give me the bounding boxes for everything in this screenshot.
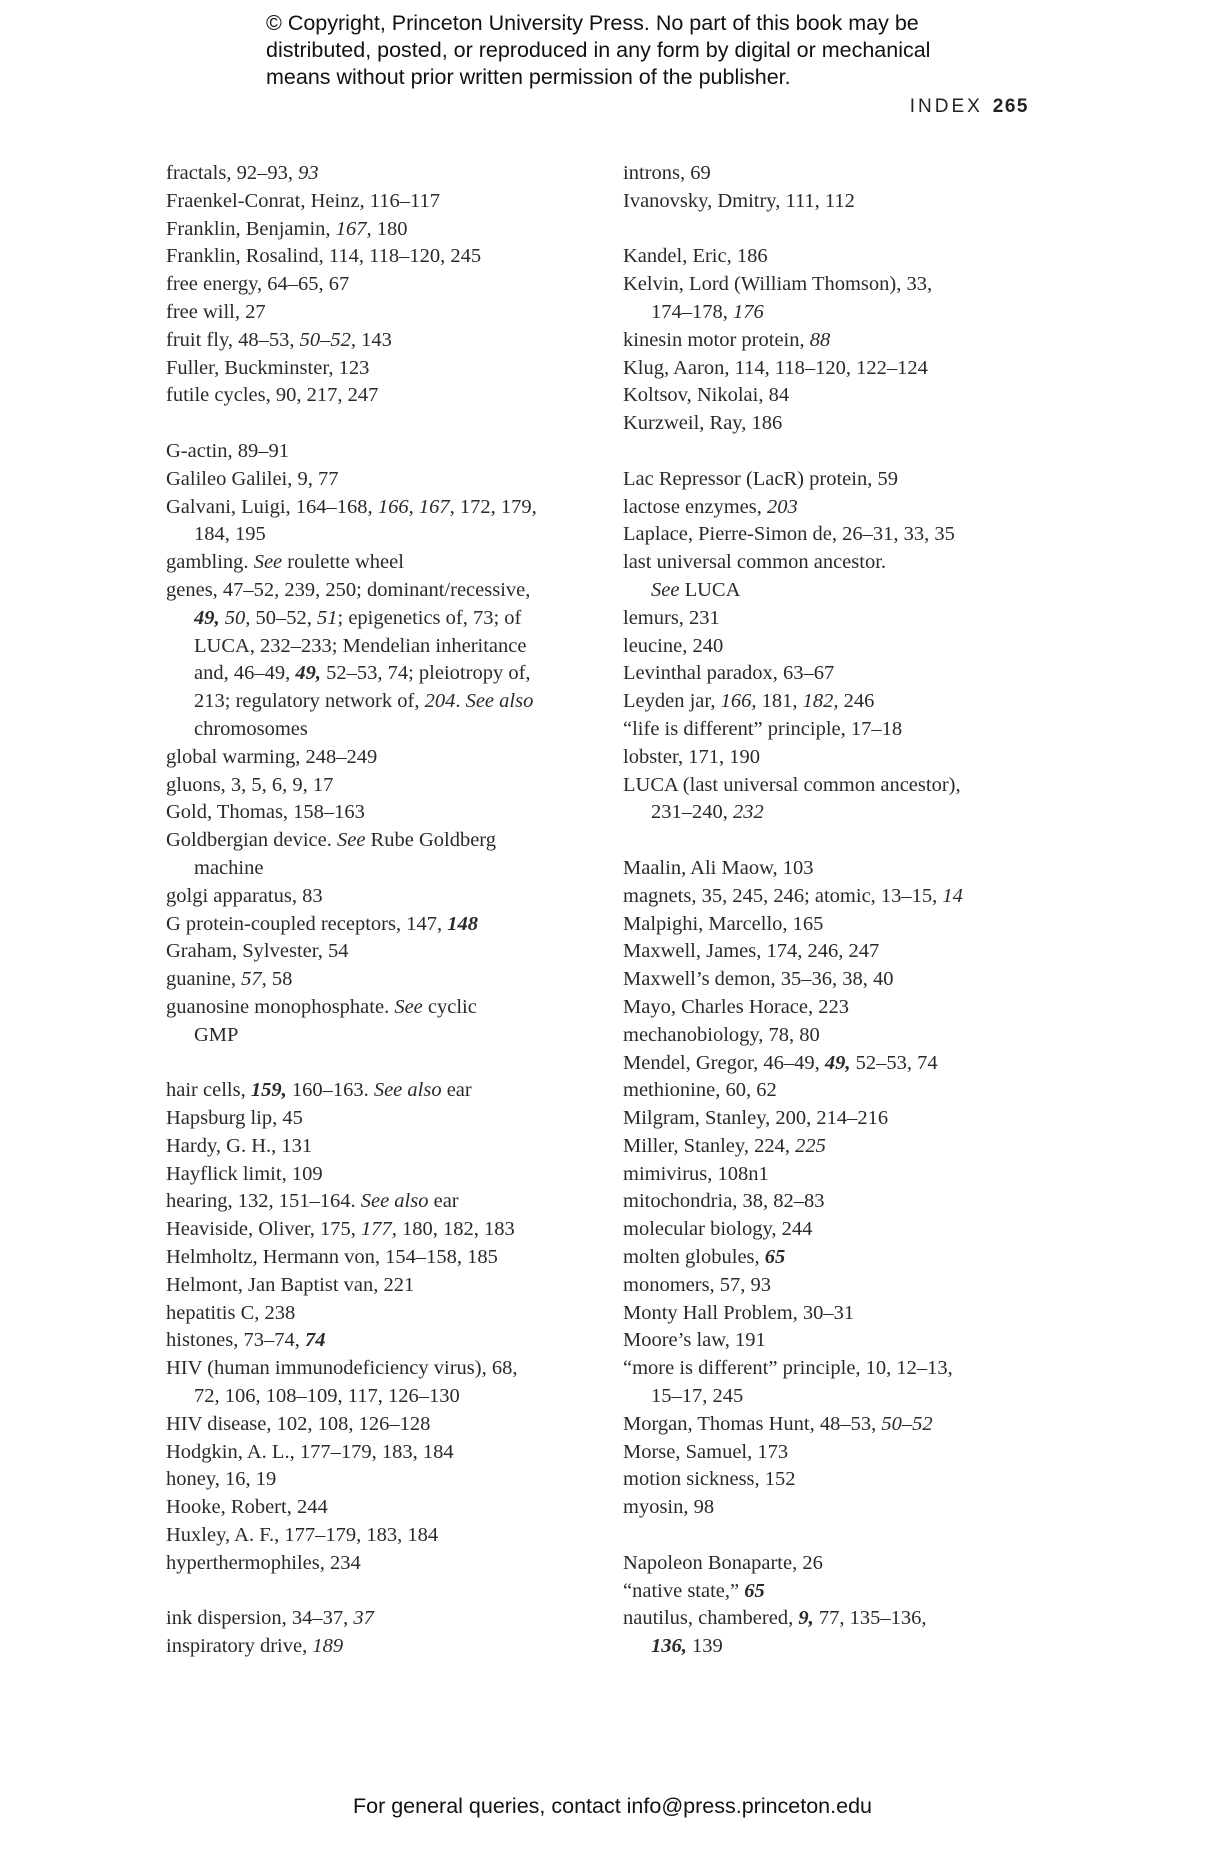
entry-group-gap <box>623 216 1043 244</box>
index-entry <box>166 1216 586 1244</box>
entry-text: golgi apparatus, 83 <box>166 884 323 907</box>
index-entry <box>623 994 1043 1022</box>
entry-text: 181, <box>756 690 803 713</box>
entry-group-gap <box>166 1050 586 1078</box>
entry-text: 49, <box>295 662 321 685</box>
index-entry <box>623 605 1043 633</box>
entry-text: Levinthal paradox, 63–67 <box>623 662 835 685</box>
index-entry <box>166 243 586 271</box>
entry-text: cyclic <box>422 995 477 1018</box>
entry-text: ink dispersion, 34–37, <box>166 1607 354 1630</box>
entry-text: 231–240, <box>651 801 733 824</box>
index-entry <box>166 1077 586 1105</box>
index-entry <box>623 883 1043 911</box>
index-entry <box>166 1633 586 1661</box>
entry-text: guanine, <box>166 968 242 991</box>
index-entry <box>623 1133 1043 1161</box>
footer-text: For general queries, contact info@press.princeton.edu <box>352 1794 872 1818</box>
entry-group-gap <box>623 827 1043 855</box>
index-entry <box>623 1161 1043 1189</box>
index-entry <box>166 299 586 327</box>
entry-text: 72, 106, 108–109, 117, 126–130 <box>194 1385 460 1408</box>
index-entry <box>166 883 586 911</box>
index-entry <box>623 633 1043 661</box>
entry-text: histones, 73–74, <box>166 1329 305 1352</box>
entry-text: Malpighi, Marcello, 165 <box>623 912 824 935</box>
copyright-line: © Copyright, Princeton University Press. No part of this book may be <box>266 11 919 35</box>
entry-text: 14 <box>942 884 963 907</box>
section-title: INDEX <box>909 96 983 117</box>
entry-text: Kurzweil, Ray, 186 <box>623 412 783 435</box>
index-entry <box>166 827 586 855</box>
index-entry <box>623 688 1043 716</box>
entry-text: 176 <box>733 300 764 323</box>
entry-text: 52–53, 74; pleiotropy of, <box>320 662 531 685</box>
index-entry <box>623 1578 1043 1606</box>
index-entry <box>623 466 1043 494</box>
entry-text: Klug, Aaron, 114, 118–120, 122–124 <box>623 356 928 379</box>
entry-text: 50–52, <box>250 606 317 629</box>
entry-text: 166, <box>720 690 757 713</box>
index-entry <box>166 271 586 299</box>
entry-text: fractals, 92–93, <box>166 162 299 184</box>
entry-text: 167, <box>335 217 372 240</box>
index-entry <box>623 660 1043 688</box>
entry-text: chromosomes <box>194 717 308 740</box>
index-entry <box>623 744 1043 772</box>
entry-text: Moore’s law, 191 <box>623 1329 766 1352</box>
entry-text: magnets, 35, 245, 246; atomic, 13–15, <box>623 884 943 907</box>
entry-text: GMP <box>194 1023 239 1046</box>
entry-text: lobster, 171, 190 <box>623 745 760 768</box>
index-entry <box>166 1105 586 1133</box>
entry-text: 203 <box>767 495 798 518</box>
index-entry-continuation <box>623 799 1043 827</box>
entry-text: Laplace, Pierre-Simon de, 26–31, 33, 35 <box>623 523 955 546</box>
entry-text: free will, 27 <box>166 300 266 323</box>
entry-text: Graham, Sylvester, 54 <box>166 940 349 963</box>
entry-text: 166, 167, <box>377 495 455 518</box>
index-entry <box>623 1050 1043 1078</box>
entry-text: Lac Repressor (LacR) protein, 59 <box>623 467 898 490</box>
entry-text: G-actin, 89–91 <box>166 439 289 462</box>
entry-text: Mendel, Gregor, 46–49, <box>623 1051 825 1074</box>
index-entry <box>623 1188 1043 1216</box>
index-entry <box>166 438 586 466</box>
index-entry <box>623 355 1043 383</box>
entry-text: last universal common ancestor. <box>623 551 887 574</box>
entry-text: 180 <box>371 217 408 240</box>
entry-text: Ivanovsky, Dmitry, 111, 112 <box>623 189 855 212</box>
index-entry <box>166 1466 586 1494</box>
index-entry <box>166 1188 586 1216</box>
index-entry <box>166 1439 586 1467</box>
entry-text: LUCA <box>679 578 741 601</box>
entry-text: See also <box>360 1190 429 1213</box>
entry-text: 50–52, <box>299 328 356 351</box>
entry-text: kinesin motor protein, <box>623 328 810 351</box>
index-entry <box>623 188 1043 216</box>
entry-text: 225 <box>795 1134 826 1157</box>
entry-text: LUCA (last universal common ancestor), <box>623 773 961 796</box>
index-entry <box>623 1300 1043 1328</box>
index-entry <box>166 549 586 577</box>
index-entry <box>623 271 1043 299</box>
entry-text: 57, <box>241 968 267 991</box>
entry-text: 172, 179, <box>454 495 537 518</box>
entry-text: Helmont, Jan Baptist van, 221 <box>166 1273 415 1296</box>
index-entry-continuation <box>623 299 1043 327</box>
entry-text: 232 <box>733 801 764 824</box>
entry-text: honey, 16, 19 <box>166 1468 277 1491</box>
index-entry <box>623 1439 1043 1467</box>
index-entry <box>166 188 586 216</box>
entry-text: 159, <box>250 1079 287 1102</box>
entry-text: Hardy, G. H., 131 <box>166 1134 313 1157</box>
entry-text: Miller, Stanley, 224, <box>623 1134 796 1157</box>
running-head <box>910 96 1029 118</box>
entry-text: hearing, 132, 151–164. <box>166 1190 361 1213</box>
entry-text: mimivirus, 108n1 <box>623 1162 769 1185</box>
entry-text: molecular biology, 244 <box>623 1218 813 1241</box>
index-entry <box>166 1411 586 1439</box>
index-column-right <box>623 160 1043 1661</box>
entry-text: Mayo, Charles Horace, 223 <box>623 995 850 1018</box>
entry-text: Galileo Galilei, 9, 77 <box>166 467 339 490</box>
index-entry <box>166 355 586 383</box>
index-entry-continuation <box>166 660 586 688</box>
entry-text: Milgram, Stanley, 200, 214–216 <box>623 1107 889 1130</box>
entry-text: lemurs, 231 <box>623 606 720 629</box>
entry-text: 37 <box>353 1607 374 1630</box>
entry-text: inspiratory drive, <box>166 1635 313 1658</box>
index-entry <box>623 938 1043 966</box>
entry-text: hyperthermophiles, 234 <box>166 1551 361 1574</box>
entry-text: Hodgkin, A. L., 177–179, 183, 184 <box>166 1440 454 1463</box>
copyright-line: distributed, posted, or reproduced in any form by digital or mechanical <box>266 38 931 62</box>
index-entry <box>166 911 586 939</box>
index-entry <box>623 1355 1043 1383</box>
index-entry <box>623 1466 1043 1494</box>
entry-text: 246 <box>838 690 875 713</box>
index-entry <box>166 994 586 1022</box>
index-entry <box>623 966 1043 994</box>
index-entry <box>166 1327 586 1355</box>
index-entry <box>623 243 1043 271</box>
entry-text: global warming, 248–249 <box>166 745 378 768</box>
entry-text: Huxley, A. F., 177–179, 183, 184 <box>166 1524 439 1547</box>
index-entry <box>623 716 1043 744</box>
entry-text: and, 46–49, <box>194 662 296 685</box>
entry-text: . <box>455 690 466 713</box>
index-entry-continuation <box>166 1383 586 1411</box>
entry-text: 148 <box>447 912 478 935</box>
entry-text: guanosine monophosphate. <box>166 995 395 1018</box>
entry-text: Monty Hall Problem, 30–31 <box>623 1301 855 1324</box>
index-entry <box>623 160 1043 188</box>
entry-text: Morgan, Thomas Hunt, 48–53, <box>623 1412 882 1435</box>
index-entry <box>623 1494 1043 1522</box>
entry-text: motion sickness, 152 <box>623 1468 796 1491</box>
index-entry-continuation <box>166 633 586 661</box>
index-entry <box>166 1550 586 1578</box>
entry-text: genes, 47–52, 239, 250; dominant/recessive, <box>166 578 531 601</box>
entry-text: Helmholtz, Hermann von, 154–158, 185 <box>166 1246 498 1269</box>
entry-text: “more is different” principle, 10, 12–13, <box>623 1357 953 1380</box>
index-entry <box>623 1605 1043 1633</box>
index-entry <box>166 1133 586 1161</box>
entry-text: See <box>394 995 423 1018</box>
index-entry <box>623 549 1043 577</box>
entry-text: roulette wheel <box>282 551 404 574</box>
entry-text: lactose enzymes, <box>623 495 768 518</box>
index-entry-continuation <box>623 577 1043 605</box>
index-entry <box>623 410 1043 438</box>
entry-text: 182, <box>802 690 839 713</box>
entry-group-gap <box>166 410 586 438</box>
index-entry <box>623 1022 1043 1050</box>
entry-text: 93 <box>298 162 319 184</box>
entry-text: Fraenkel-Conrat, Heinz, 116–117 <box>166 189 441 212</box>
entry-text: 65 <box>744 1579 765 1602</box>
entry-text: 177, <box>361 1218 397 1241</box>
index-entry-continuation <box>166 716 586 744</box>
index-entry <box>166 1355 586 1383</box>
index-entry <box>166 1161 586 1189</box>
entry-text: Napoleon Bonaparte, 26 <box>623 1551 823 1574</box>
entry-text: gambling. <box>166 551 254 574</box>
entry-text: hepatitis C, 238 <box>166 1301 296 1324</box>
entry-text: 65 <box>764 1246 786 1269</box>
entry-text: 143 <box>356 328 392 351</box>
entry-text: 51 <box>317 606 338 629</box>
entry-text: Morse, Samuel, 173 <box>623 1440 789 1463</box>
index-entry <box>623 772 1043 800</box>
entry-text: 160–163. <box>286 1079 374 1102</box>
entry-text: 50, <box>224 606 251 629</box>
entry-text: See <box>253 551 283 574</box>
index-entry <box>623 1105 1043 1133</box>
index-entry <box>166 160 586 188</box>
entry-text: 174–178, <box>651 300 733 323</box>
index-entry <box>166 216 586 244</box>
entry-text: 139 <box>686 1635 723 1658</box>
entry-text: ear <box>441 1079 472 1102</box>
entry-text: See <box>651 578 680 601</box>
entry-text: 74 <box>304 1329 326 1352</box>
entry-text: mechanobiology, 78, 80 <box>623 1023 820 1046</box>
entry-text: Kandel, Eric, 186 <box>623 245 768 268</box>
entry-text: machine <box>194 856 264 879</box>
entry-text: Leyden jar, <box>623 690 721 713</box>
index-entry <box>623 1411 1043 1439</box>
entry-text: methionine, 60, 62 <box>623 1079 777 1102</box>
index-entry <box>166 938 586 966</box>
index-entry-continuation <box>623 1383 1043 1411</box>
index-entry <box>166 494 586 522</box>
entry-text: Hayflick limit, 109 <box>166 1162 323 1185</box>
index-entry <box>166 466 586 494</box>
entry-text: free energy, 64–65, 67 <box>166 273 350 296</box>
entry-text: leucine, 240 <box>623 634 724 657</box>
entry-text: introns, 69 <box>623 162 711 184</box>
index-entry <box>623 911 1043 939</box>
entry-text: fruit fly, 48–53, <box>166 328 300 351</box>
entry-text: 77, 135–136, <box>813 1607 927 1630</box>
index-entry <box>623 1272 1043 1300</box>
index-column-left <box>166 160 586 1661</box>
entry-text: 180, 182, 183 <box>396 1218 515 1241</box>
entry-text: G protein-coupled receptors, 147, <box>166 912 448 935</box>
entry-text: 58 <box>266 968 293 991</box>
entry-text: 136, <box>651 1635 687 1658</box>
entry-text: Fuller, Buckminster, 123 <box>166 356 370 379</box>
index-entry <box>166 799 586 827</box>
entry-text: 49, <box>194 606 220 629</box>
copyright-notice <box>266 10 1026 91</box>
entry-text: 15–17, 245 <box>651 1385 744 1408</box>
index-entry-continuation <box>166 521 586 549</box>
entry-text: Maxwell’s demon, 35–36, 38, 40 <box>623 968 894 991</box>
entry-group-gap <box>166 1578 586 1606</box>
entry-text: Koltsov, Nikolai, 84 <box>623 384 790 407</box>
entry-text: nautilus, chambered, <box>623 1607 799 1630</box>
entry-text: Franklin, Benjamin, <box>166 217 336 240</box>
index-entry <box>166 1300 586 1328</box>
entry-text: Goldbergian device. <box>166 829 337 852</box>
copyright-line: means without prior written permission of the publisher. <box>266 65 791 89</box>
entry-text: See also <box>465 690 534 713</box>
entry-text: Maxwell, James, 174, 246, 247 <box>623 940 880 963</box>
entry-text: HIV disease, 102, 108, 126–128 <box>166 1412 431 1435</box>
index-entry <box>623 1077 1043 1105</box>
index-entry <box>623 327 1043 355</box>
index-entry <box>623 494 1043 522</box>
entry-text: Galvani, Luigi, 164–168, <box>166 495 378 518</box>
footer-contact <box>0 1794 1225 1819</box>
entry-text: gluons, 3, 5, 6, 9, 17 <box>166 773 334 796</box>
entry-text: Kelvin, Lord (William Thomson), 33, <box>623 273 933 296</box>
entry-group-gap <box>623 438 1043 466</box>
entry-group-gap <box>623 1522 1043 1550</box>
entry-text: Gold, Thomas, 158–163 <box>166 801 365 824</box>
entry-text: myosin, 98 <box>623 1496 715 1519</box>
index-entry <box>623 521 1043 549</box>
entry-text: Hapsburg lip, 45 <box>166 1107 303 1130</box>
index-entry <box>623 1327 1043 1355</box>
index-entry-continuation <box>623 1633 1043 1661</box>
index-entry <box>166 382 586 410</box>
index-entry <box>623 1216 1043 1244</box>
index-entry <box>166 744 586 772</box>
entry-text: 49, <box>824 1051 851 1074</box>
index-entry <box>166 772 586 800</box>
index-entry <box>166 1605 586 1633</box>
index-entry <box>166 1494 586 1522</box>
entry-text: ear <box>428 1190 459 1213</box>
entry-text: 189 <box>312 1635 344 1658</box>
index-entry-continuation <box>166 1022 586 1050</box>
index-entry <box>166 1522 586 1550</box>
index-entry <box>166 966 586 994</box>
entry-text: See <box>336 829 366 852</box>
index-entry <box>623 382 1043 410</box>
page-number: 265 <box>992 96 1029 117</box>
entry-text: 184, 195 <box>194 523 266 546</box>
index-entry-continuation <box>166 688 586 716</box>
entry-text: 204 <box>424 690 456 713</box>
entry-text: molten globules, <box>623 1246 765 1269</box>
index-entry <box>623 1550 1043 1578</box>
entry-text: Rube Goldberg <box>365 829 496 852</box>
entry-text: LUCA, 232–233; Mendelian inheritance <box>194 634 527 657</box>
index-entry-continuation <box>166 605 586 633</box>
entry-text: mitochondria, 38, 82–83 <box>623 1190 825 1213</box>
index-entry <box>623 1244 1043 1272</box>
index-entry <box>623 855 1043 883</box>
entry-text: Heaviside, Oliver, 175, <box>166 1218 362 1241</box>
entry-text: Franklin, Rosalind, 114, 118–120, 245 <box>166 245 482 268</box>
entry-text: See also <box>373 1079 442 1102</box>
index-entry <box>166 327 586 355</box>
index-entry <box>166 577 586 605</box>
entry-text: “native state,” <box>623 1579 745 1602</box>
entry-text: monomers, 57, 93 <box>623 1273 772 1296</box>
entry-text: Hooke, Robert, 244 <box>166 1496 328 1519</box>
entry-text: 213; regulatory network of, <box>194 690 425 713</box>
entry-text: “life is different” principle, 17–18 <box>623 717 903 740</box>
entry-text: 9, <box>798 1607 814 1630</box>
index-entry <box>166 1272 586 1300</box>
entry-text: 52–53, 74 <box>850 1051 938 1074</box>
entry-text: ; epigenetics of, 73; of <box>337 606 522 629</box>
entry-text: hair cells, <box>166 1079 251 1102</box>
index-entry-continuation <box>166 855 586 883</box>
entry-text: Maalin, Ali Maow, 103 <box>623 856 814 879</box>
entry-text: HIV (human immunodeficiency virus), 68, <box>166 1357 518 1380</box>
index-entry <box>166 1244 586 1272</box>
entry-text: 88 <box>809 328 831 351</box>
entry-text: 50–52 <box>881 1412 933 1435</box>
entry-text: futile cycles, 90, 217, 247 <box>166 384 379 407</box>
